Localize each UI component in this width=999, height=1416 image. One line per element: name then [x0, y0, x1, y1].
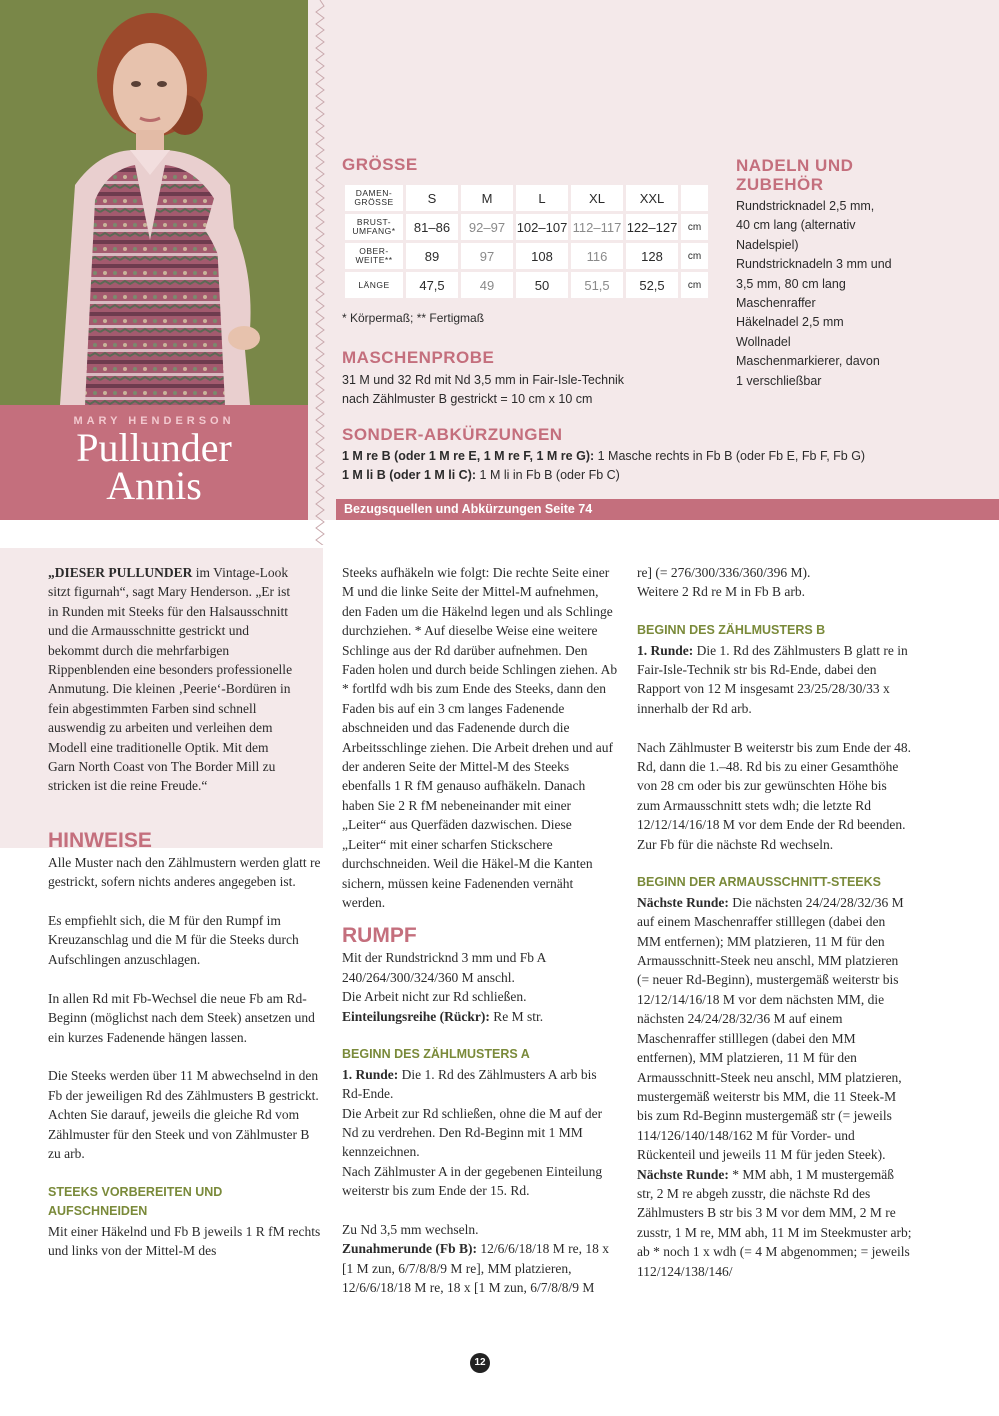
zm-b-p1-term: 1. Runde: — [637, 642, 694, 658]
arm-p1 — [637, 893, 912, 1165]
zm-a-p4: Zu Nd 3,5 mm wechseln. — [342, 1221, 479, 1237]
size-row-label — [345, 214, 403, 240]
intro-lead: „DIESER PULLUNDER — [48, 565, 193, 580]
source-reference-bar[interactable]: Bezugsquellen und Abkürzungen Seite 74 — [336, 499, 999, 520]
intro-text: im Vintage-Look sitzt figurnah“, sagt Mary Henderson. „Er ist in Runden mit Steeks für den Halsausschnitt und die Armausschnitte gestrickt und bekommt durch die mehrfarbigen Rippenblenden eine besonders professionelle Anmutung. Die kleinen ‚Peerie‘-Bordüren in fein abgestimmten Farben sind schnell auswendig zu arbeiten und verleihen dem Modell eine traditionelle Optik. Mit dem Garn North Coast von The Border Mill zu stricken ist die reine Freude.“ — [48, 565, 293, 794]
nadeln-item: Häkelnadel 2,5 mm — [736, 315, 844, 330]
rumpf-p3 — [342, 1007, 618, 1026]
nadeln-item: Nadelspiel) — [736, 237, 799, 252]
size-cell: 116 — [571, 243, 623, 269]
size-cell: M — [461, 185, 513, 211]
size-cell: 112–117 — [571, 214, 623, 240]
maschenprobe-heading: MASCHENPROBE — [342, 348, 495, 367]
sonder-line1-term: 1 M re B (oder 1 M re E, 1 M re F, 1 M re G): — [342, 449, 595, 463]
hinweise-p1: Alle Muster nach den Zählmustern werden glatt re gestrickt, sofern nichts anderes angegeben ist. — [48, 854, 321, 890]
zm-b-p2: Nach Zählmuster B weiterstr bis zum Ende der 48. Rd, dann die 1.–48. Rd bis zu einer Gesamthöhe von 28 cm oder bis zur gewünschten Höhe bis zum Armausschnitt stets wdh; die letzte Rd 12/12/14/16/18 M vor dem Ende der Rd beenden. — [637, 739, 912, 833]
pattern-title-line1: Pullunder — [76, 425, 232, 470]
sonder-text — [342, 447, 982, 486]
size-cell: XXL — [626, 185, 678, 211]
sonder-heading: SONDER-ABKÜRZUNGEN — [342, 425, 563, 444]
sonder-line2-def: 1 M li in Fb B (oder Fb C) — [476, 468, 620, 483]
size-cell: 81–86 — [406, 214, 458, 240]
size-unit — [681, 185, 708, 211]
nadeln-item: Wollnadel — [736, 334, 791, 349]
pattern-title-line2: Annis — [106, 463, 202, 508]
maschenprobe-line1: 31 M und 32 Rd mit Nd 3,5 mm in Fair-Isle-Technik — [342, 373, 625, 387]
size-table-body — [345, 185, 708, 298]
sonder-line1 — [342, 447, 982, 466]
hinweise-heading: HINWEISE — [48, 828, 152, 852]
size-table-row — [345, 272, 708, 298]
woman-in-fair-isle-vest-illustration — [0, 0, 308, 405]
zm-a-p5-term: Zunahmerunde (Fb B): — [342, 1241, 478, 1257]
nadeln-item: 40 cm lang (alternativ — [736, 218, 856, 233]
zm-a-p5-text: 12/6/6/18/18 M re, 18 x [1 M zun, 6/7/8/8/9 M re], MM platzieren, 12/6/6/18/18 M re, 18 x [1 M zun, 6/7/8/8/9 M — [342, 1241, 610, 1296]
size-cell: S — [406, 185, 458, 211]
arm-p2-text: * MM abh, 1 M mustergemäß str, 2 M re abgeh zusstr, die nächste Rd des Zählmusters B str bis 3 M vor dem MM, 2 M re zusstr, 1 M re, MM abh, 11 M im Steekmuster arb; ab * noch 1 x wdh (= 4 M abgenommen; = jeweils 112/124/138/146/ — [637, 1166, 912, 1279]
zm-a-p1-term: 1. Runde: — [342, 1066, 399, 1082]
size-cell: 102–107 — [516, 214, 568, 240]
size-cell: 89 — [406, 243, 458, 269]
size-row-label — [345, 243, 403, 269]
size-cell: 52,5 — [626, 272, 678, 298]
size-cell: 49 — [461, 272, 513, 298]
rumpf-p1: Mit der Rundstricknd 3 mm und Fb A 240/264/300/324/360 M anschl. — [342, 950, 546, 985]
size-row-label-line2: GRÖSSE — [354, 197, 394, 207]
nadeln-heading-line2: ZUBEHÖR — [736, 175, 824, 194]
nadeln-item: Rundstricknadel 2,5 mm, — [736, 199, 875, 213]
size-footnote: * Körpermaß; ** Fertigmaß — [342, 311, 485, 325]
size-cell: 108 — [516, 243, 568, 269]
zaehlmuster-b-heading: BEGINN DES ZÄHLMUSTERS B — [637, 623, 826, 638]
steeks-heading: STEEKS VORBEREITEN UND AUFSCHNEIDEN — [48, 1184, 223, 1219]
nadeln-item: 3,5 mm, 80 cm lang — [736, 276, 846, 291]
zm-b-intro-p2: Weitere 2 Rd re M in Fb B arb. — [637, 584, 806, 600]
column-2 — [342, 563, 618, 1298]
arm-p2 — [637, 1165, 912, 1281]
size-row-label-line1: LÄNGE — [358, 279, 390, 290]
pattern-title — [0, 425, 308, 508]
sonder-line2 — [342, 466, 982, 485]
size-row-label-line1: BRUST- — [356, 217, 392, 227]
size-table-row — [345, 185, 708, 211]
intro-paragraph — [48, 563, 298, 796]
page-number: 12 — [470, 1353, 490, 1373]
steeks-p1: Mit einer Häkelnd und Fb B jeweils 1 R fM rechts und links von der Mittel-M des — [48, 1223, 321, 1258]
arm-p1-term: Nächste Runde: — [637, 894, 729, 910]
zm-a-p5 — [342, 1239, 618, 1297]
size-row-label-line2: WEITE** — [355, 255, 393, 265]
nadeln-heading — [736, 156, 853, 194]
nadeln-item: Maschenmarkierer, davon — [736, 354, 880, 369]
size-table-row — [345, 214, 708, 240]
size-cell: 51,5 — [571, 272, 623, 298]
nadeln-item: 1 verschließbar — [736, 373, 822, 388]
size-unit: cm — [681, 272, 708, 298]
size-table — [342, 182, 711, 301]
size-cell: 50 — [516, 272, 568, 298]
size-cell: L — [516, 185, 568, 211]
size-cell: 47,5 — [406, 272, 458, 298]
column-3 — [637, 563, 912, 1281]
zm-b-p1 — [637, 641, 912, 719]
arm-p2-term: Nächste Runde: — [637, 1166, 729, 1182]
zm-b-p1-text: Die 1. Rd des Zählmusters B glatt re in Fair-Isle-Technik str bis Rd-Ende, dabei den Rapport von 12 M insgesamt 23/25/28/30/33 x innerhalb der Rd arb. — [637, 642, 908, 716]
size-cell: 97 — [461, 243, 513, 269]
rumpf-p3-text: Re M str. — [489, 1008, 544, 1024]
size-unit: cm — [681, 214, 708, 240]
nadeln-heading-line1: NADELN UND — [736, 156, 854, 175]
size-row-label-line2: UMFANG* — [352, 226, 396, 236]
size-unit: cm — [681, 243, 708, 269]
hinweise-p3: In allen Rd mit Fb-Wechsel die neue Fb am Rd-Beginn (möglichst nach dem Steek) ansetzen und ein kurzes Fadenende hängen lassen. — [48, 990, 315, 1045]
size-table-row — [345, 243, 708, 269]
zm-b-intro-p1: re] (= 276/300/336/360/396 M). — [637, 565, 811, 580]
arm-p1-text: Die nächsten 24/24/28/32/36 M auf einem Maschenraffer stilllegen (dabei den MM entfernen); MM platzieren, 11 M für den Armausschnitt-Steek neu anschl, MM platzieren (= neuer Rd-Beginn), mustergemäß weiterstr bis 12/12/14/16/18 M vor dem nächsten MM, die nächsten 24/24/28/32/36 M auf einem Maschenraffer stilllegen (dabei den MM entfernen), MM platzieren, 11 M für den Armausschnitt-Steek neu anschl, MM platzieren, mustergemäß weiterstr bis MM, die 11 Steek-M bis zum Rd-Beginn mustergemäß str (= jeweils 114/126/140/148/162 M für Vorder- und Rückenteil und jeweils 11 M für jeden Steek). — [637, 894, 904, 1163]
zm-a-p1 — [342, 1065, 618, 1104]
zm-b-p3: Zur Fb für die nächste Rd wechseln. — [637, 836, 834, 852]
nadeln-item: Rundstricknadeln 3 mm und — [736, 257, 892, 272]
steeks-p2: Steeks aufhäkeln wie folgt: Die rechte Seite einer M und die linke Seite der Mittel-M aufnehmen, den Faden um die Häkelnd legen und als Schlinge durchziehen. * Auf dieselbe Weise eine weitere Schlinge aus der Rd darüber aufnehmen. Den Faden holen und durch beide Schlingen ziehen. Ab * fortlfd wdh bis zum Ende des Steeks, dann den Faden bis auf ein 3 cm langes Fadenende abschneiden und das Fadenende durch die Arbeitsschlinge ziehen. Die Arbeit drehen und auf der anderen Seite der Mittel-M des Steeks ebenfalls 1 R fM genauso aufhäkeln. Danach haben Sie 2 R fM nebeneinander mit einer „Leiter“ aus Querfäden dazwischen. Diese „Leiter“ mit einer scharfen Stickschere durchschneiden. Weil die Häkel-M die Kanten sichern, müssen keine Fadenenden vernäht werden. — [342, 565, 618, 910]
hinweise-p4: Die Steeks werden über 11 M abwechselnd in den Fb der jeweiligen Rd des Zählmusters B gestrickt. Achten Sie darauf, jeweils die gleiche Rd vom Zählmuster für den Steek und von Zählmuster B zu arb. — [48, 1068, 319, 1161]
rumpf-p2: Die Arbeit nicht zur Rd schließen. — [342, 989, 527, 1005]
size-row-label — [345, 272, 403, 298]
size-cell: 128 — [626, 243, 678, 269]
armausschnitt-heading: BEGINN DER ARMAUSSCHNITT-STEEKS — [637, 875, 881, 890]
maschenprobe-line2: nach Zählmuster B gestrickt = 10 cm x 10 cm — [342, 392, 593, 407]
size-row-label-line1: DAMEN- — [355, 188, 393, 198]
size-row-label — [345, 185, 403, 211]
zaehlmuster-a-heading: BEGINN DES ZÄHLMUSTERS A — [342, 1047, 530, 1062]
size-row-label-line1: OBER- — [359, 246, 389, 256]
zm-a-p3: Nach Zählmuster A in der gegebenen Einteilung weiterstr bis zum Ende der 15. Rd. — [342, 1163, 603, 1199]
rumpf-p3-term: Einteilungsreihe (Rückr): — [342, 1008, 490, 1024]
column-1 — [48, 563, 323, 1260]
sonder-line1-def: 1 Masche rechts in Fb B (oder Fb E, Fb F, Fb G) — [594, 449, 866, 463]
zm-a-p2: Die Arbeit zur Rd schließen, ohne die M auf der Nd zu verdrehen. Den Rd-Beginn mit 1 MM kennzeichnen. — [342, 1105, 603, 1160]
size-cell: XL — [571, 185, 623, 211]
maschenprobe-text — [342, 371, 624, 410]
author-name: MARY HENDERSON — [73, 415, 235, 427]
sonder-line2-term: 1 M li B (oder 1 M li C): — [342, 468, 477, 483]
nadeln-list — [736, 197, 986, 391]
model-photo — [0, 0, 308, 405]
size-cell: 92–97 — [461, 214, 513, 240]
groesse-heading: GRÖSSE — [342, 155, 418, 174]
size-cell: 122–127 — [626, 214, 678, 240]
hinweise-p2: Es empfiehlt sich, die M für den Rumpf im Kreuzanschlag und die M für die Steeks durch Aufschlingen anzuschlagen. — [48, 913, 299, 967]
nadeln-item: Maschenraffer — [736, 296, 816, 311]
rumpf-heading: RUMPF — [342, 924, 417, 948]
zm-a-p1-text: Die 1. Rd des Zählmusters A arb bis Rd-Ende. — [342, 1066, 597, 1102]
title-block — [0, 405, 308, 520]
zigzag-stitch-divider — [314, 0, 326, 545]
